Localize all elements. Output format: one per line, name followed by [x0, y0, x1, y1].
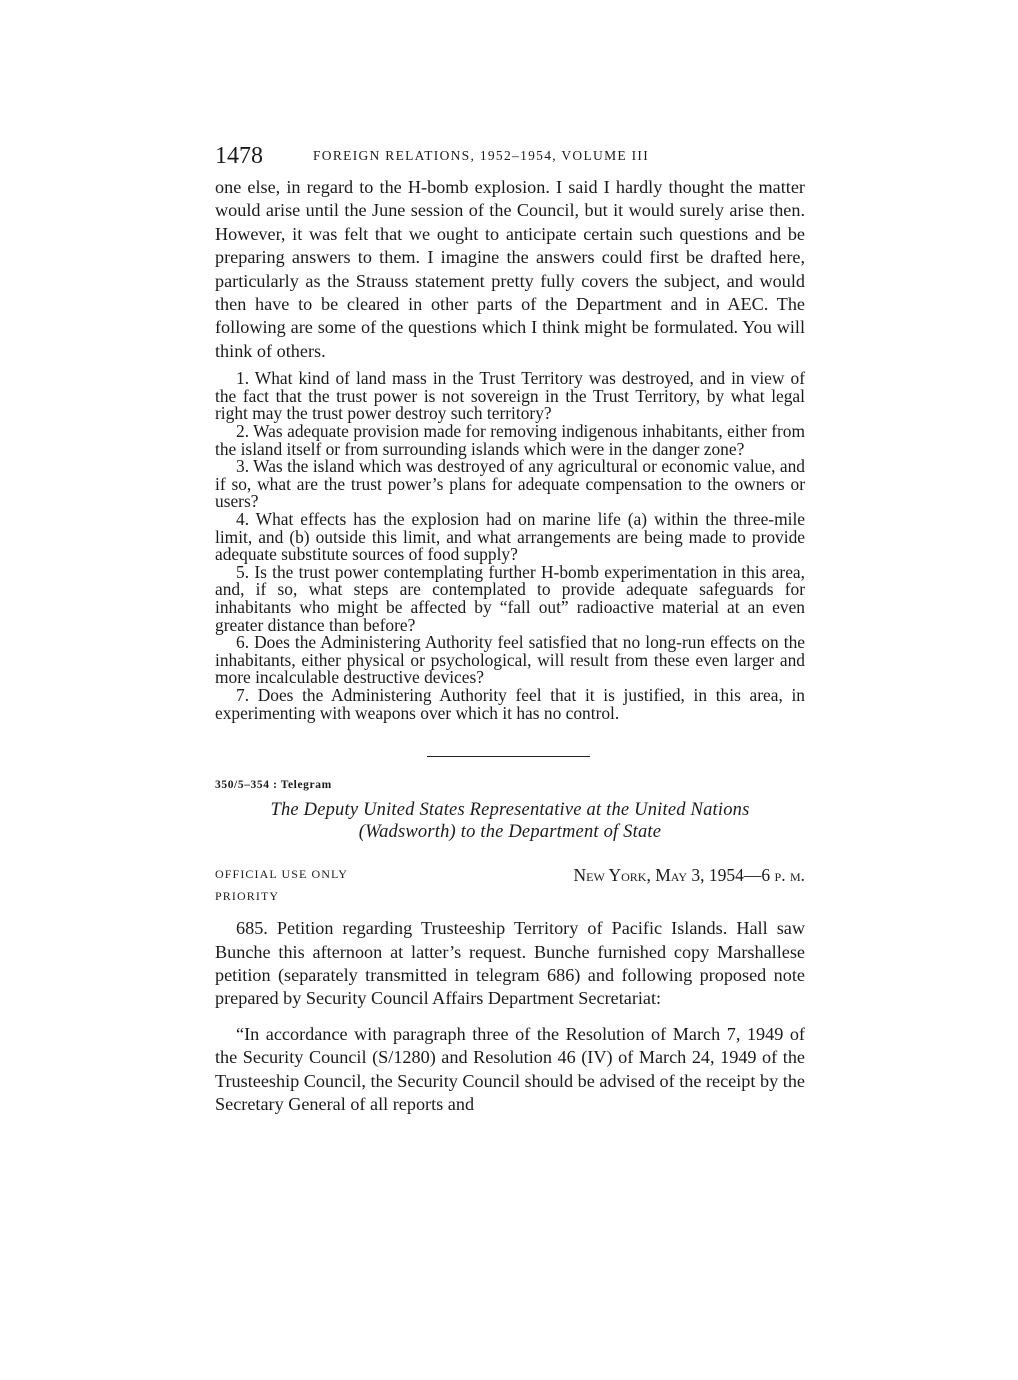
document-title-line-2: (Wadsworth) to the Department of State — [358, 822, 662, 843]
question-item: 7. Does the Administering Authority feel that it is justified, in this area, in experimenting with weapons over which it has no control. — [215, 684, 805, 723]
document-file-reference: 350/5–354 : Telegram — [215, 779, 332, 792]
document-title-line-1: The Deputy United States Representative at the United Nations — [270, 800, 750, 821]
running-head: FOREIGN RELATIONS, 1952–1954, VOLUME III — [313, 148, 649, 163]
section-divider — [427, 756, 590, 757]
document-page — [215, 142, 805, 1116]
question-item: 1. What kind of land mass in the Trust Territory was destroyed, and in view of the fact that the trust power is not sovereign in the Trust Territory, by what legal right may the trust power destroy such territory? — [215, 368, 805, 424]
dateline: New York, May 3, 1954—6 p. m. — [573, 865, 805, 886]
question-item: 4. What effects has the explosion had on marine life (a) within the three-mile limit, and (b) outside this limit, and what arrangements are being made to provide adequate substitute sources of food supply? — [215, 509, 805, 565]
page-number: 1478 — [215, 143, 263, 169]
priority-label: PRIORITY — [215, 889, 280, 904]
telegram-metadata — [215, 865, 805, 909]
question-list — [215, 370, 805, 722]
question-item: 2. Was adequate provision made for removing indigenous inhabitants, either from the island itself or from surrounding islands which were in the danger zone? — [215, 421, 805, 459]
question-item: 6. Does the Administering Authority feel satisfied that no long-run effects on the inhabitants, either physical or psychological, will result from these even larger and more incalculable destructive devices? — [215, 632, 805, 688]
quoted-note: “In accordance with paragraph three of the Resolution of March 7, 1949 of the Security Council (S/1280) and Resolution 46 (IV) of March 24, 1949 of the Trusteeship Council, the Security Council should be advised of the receipt by the Secretary General of all reports and — [215, 1023, 805, 1114]
continued-paragraph: one else, in regard to the H-bomb explosion. I said I hardly thought the matter would arise until the June session of the Council, but it would surely arise then. However, it was felt that we ought to anticipate certain such questions and be preparing answers to them. I imagine the answers could first be drafted here, particularly as the Strauss statement pretty fully covers the subject, and would then have to be cleared in other parts of the Department and in AEC. The following are some of the questions which I think might be formulated. You will think of others. — [215, 177, 805, 361]
classification-label: OFFICIAL USE ONLY — [215, 867, 349, 882]
page-header — [215, 142, 805, 176]
question-item: 3. Was the island which was destroyed of any agricultural or economic value, and if so, what are the trust power’s plans for adequate compensation to the owners or users? — [215, 456, 805, 512]
document-title — [215, 799, 805, 843]
telegram-body: 685. Petition regarding Trusteeship Territory of Pacific Islands. Hall saw Bunche this afternoon at latter’s request. Bunche furnished copy Marshallese petition (separately transmitted in telegram 686) and following proposed note prepared by Security Council Affairs Department Secretariat: — [215, 918, 805, 1009]
question-item: 5. Is the trust power contemplating further H-bomb experimentation in this area, and, if so, what steps are contemplated to provide adequate safeguards for inhabitants who might be affected by “fall out” radioactive material at an even greater distance than before? — [215, 561, 805, 635]
